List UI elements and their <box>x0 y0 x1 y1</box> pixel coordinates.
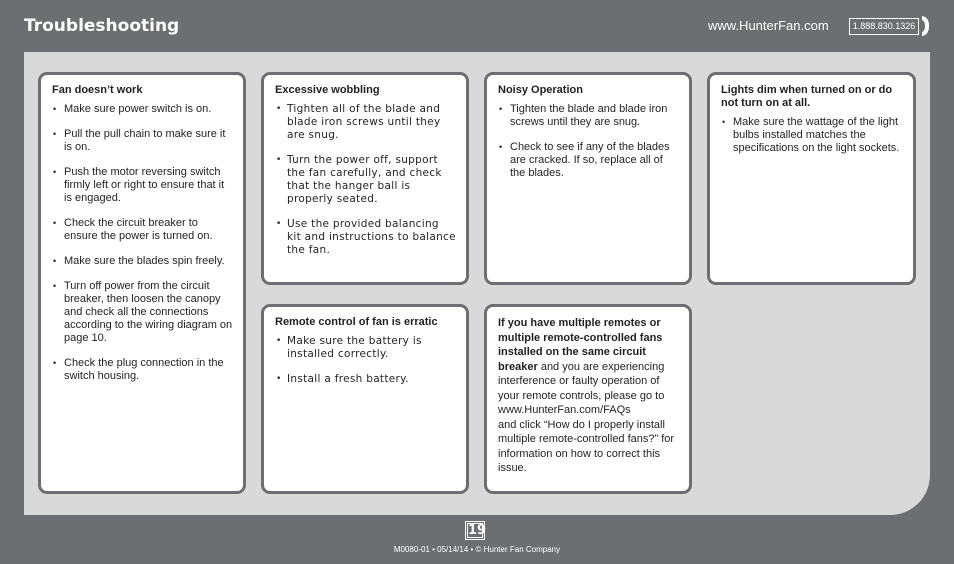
list-item: • Make sure the battery is installed correctly. <box>275 335 456 361</box>
card-lights-dim <box>707 72 916 285</box>
multiple-remotes-instructions: and click “How do I properly install multiple remote-controlled fans?” for information on how to correct this issue. <box>498 418 675 474</box>
multiple-remotes-body: and you are experiencing interference or faulty operation of your remote controls, please go to <box>498 360 665 402</box>
list-item: • Turn off power from the circuit breaker, then loosen the canopy and check all the connections according to the wiring diagram on page 10. <box>52 280 233 345</box>
website-link[interactable]: www.HunterFan.com <box>708 18 829 33</box>
list-item: • Pull the pull chain to make sure it is on. <box>52 128 233 154</box>
card-fan-doesnt-work <box>38 72 246 494</box>
list-item: • Make sure power switch is on. <box>52 103 233 116</box>
list-item: • Make sure the wattage of the light bulbs installed matches the specifications on the light sockets. <box>721 116 903 155</box>
list-item: • Install a fresh battery. <box>275 373 456 386</box>
list-item: • Check the circuit breaker to ensure the power is turned on. <box>52 217 233 243</box>
card-title: Remote control of fan is erratic <box>275 316 438 328</box>
card-title: Noisy Operation <box>498 84 583 96</box>
list-item: • Turn the power off, support the fan carefully, and check that the hanger ball is properly seated. <box>275 154 456 206</box>
card-remote-erratic <box>261 304 469 494</box>
list-item: • Make sure the blades spin freely. <box>52 255 233 268</box>
list-item: • Check the plug connection in the switch housing. <box>52 357 233 383</box>
list-item: • Use the provided balancing kit and instructions to balance the fan. <box>275 218 456 257</box>
phone-number: 1.888.830.1326 <box>849 18 919 35</box>
footer-text: M0080-01 • 05/14/14 • © Hunter Fan Company <box>393 545 561 554</box>
card-title: Excessive wobbling <box>275 84 380 96</box>
phone-handset-icon <box>920 15 930 37</box>
card-multiple-remotes <box>484 304 692 494</box>
list-item: • Tighten the blade and blade iron screws until they are snug. <box>498 103 679 129</box>
list-item: • Check to see if any of the blades are cracked. If so, replace all of the blades. <box>498 141 679 180</box>
multiple-remotes-text <box>498 316 679 476</box>
list-item: • Tighten all of the blade and blade iron screws until they are snug. <box>275 103 456 142</box>
card-title: Lights dim when turned on or do not turn on at all. <box>721 84 893 109</box>
list-item: • Push the motor reversing switch firmly left or right to ensure that it is engaged. <box>52 166 233 205</box>
card-noisy-operation <box>484 72 692 285</box>
page-title: Troubleshooting <box>24 16 180 36</box>
page-number: 19 <box>465 521 485 540</box>
card-title: Fan doesn’t work <box>52 84 143 96</box>
multiple-remotes-bold: If you have multiple remotes or multiple remote-controlled fans installed on the same circuit breaker <box>498 317 663 373</box>
faq-link[interactable]: www.HunterFan.com/FAQs <box>498 404 631 416</box>
card-excessive-wobbling <box>261 72 469 285</box>
